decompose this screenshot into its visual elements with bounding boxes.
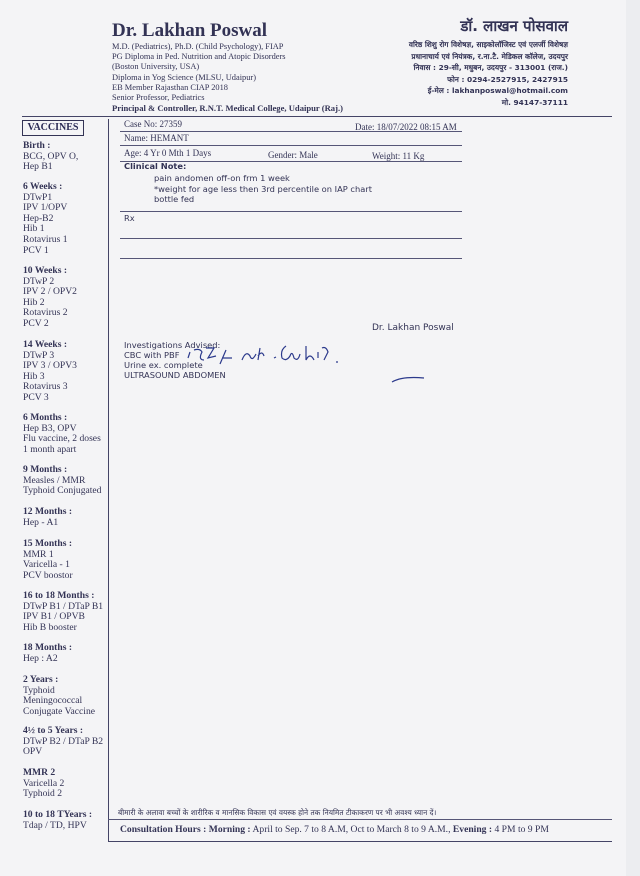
hindi-line: वरिष्ठ शिशु रोग विशेषज्ञ, साइकोलॉजिस्ट एवं एलर्जी विशेषज्ञ [408, 40, 568, 49]
rx-label: Rx [124, 213, 135, 223]
vaccine-item: MMR 1 [23, 548, 54, 560]
evening-hours: 4 PM to 9 PM [494, 824, 549, 835]
hindi-line: निवास : 29-सी, मधुबन, उदयपुर - 313001 (राज.) [413, 63, 568, 72]
footer-rule [108, 819, 612, 820]
case-number: Case No: 27359 [124, 119, 182, 129]
patient-age: Age: 4 Yr 0 Mth 1 Days [124, 148, 212, 158]
vaccine-group-heading: 12 Months : [23, 506, 73, 517]
clinical-note-title: Clinical Note: [124, 161, 187, 171]
patient-gender: Gender: Male [268, 150, 318, 160]
qualification-line: PG Diploma in Ped. Nutrition and Atopic Disorders [112, 52, 286, 62]
vaccine-group-heading: Birth : [23, 140, 51, 151]
vaccine-group-heading: 15 Months : [23, 538, 73, 549]
vaccine-item: DTwP B1 / DTaP B1 [23, 600, 104, 612]
doctor-signature: Dr. Lakhan Poswal [372, 323, 454, 333]
vaccine-item: Typhoid [23, 684, 55, 696]
vaccine-group-heading: 6 Months : [23, 412, 68, 423]
vaccine-group-heading: MMR 2 [23, 767, 56, 778]
vaccine-item: PCV 3 [23, 391, 49, 403]
visit-date: Date: 18/07/2022 08:15 AM [355, 122, 457, 132]
vaccine-item: Measles / MMR [23, 474, 86, 486]
vaccine-group [23, 465, 101, 497]
section-rule [120, 258, 462, 259]
vaccine-item: Rotavirus 1 [23, 233, 68, 245]
vaccine-group-heading: 2 Years : [23, 674, 59, 685]
section-rule [120, 211, 462, 212]
hindi-doctor-name: डॉ. लाखन पोसवाल [460, 17, 568, 35]
vaccine-item: DTwP B2 / DTaP B2 [23, 735, 104, 747]
hindi-mobile: मो. 94147-37111 [501, 97, 568, 107]
vaccine-group [23, 413, 101, 455]
vaccine-item: PCV 2 [23, 317, 49, 329]
vaccine-group [23, 507, 72, 528]
clinical-note-line: *weight for age less then 3rd percentile on IAP chart [154, 184, 372, 194]
vaccine-group [23, 591, 103, 633]
vaccine-item: IPV 1/OPV [23, 202, 68, 214]
vaccine-group [23, 768, 64, 800]
vaccine-item: BCG, OPV O, [23, 150, 79, 162]
vaccine-item: Typhoid Conjugated [23, 485, 102, 497]
doctor-qualifications [112, 42, 343, 113]
header-divider [22, 116, 612, 117]
vaccine-group [23, 266, 77, 330]
vaccine-item: Hep : A2 [23, 652, 58, 664]
vaccine-group [23, 726, 103, 758]
consultation-hours [120, 824, 549, 835]
vaccine-item: IPV 2 / OPV2 [23, 286, 77, 298]
vaccine-group-heading: 9 Months : [23, 464, 68, 475]
vaccine-group [23, 675, 95, 717]
qualification-line: (Boston University, USA) [112, 62, 200, 72]
vaccine-group [23, 539, 73, 581]
morning-label: Morning : [208, 824, 251, 835]
vaccine-item: 1 month apart [23, 443, 77, 455]
qualification-line: Diploma in Yog Science (MLSU, Udaipur) [112, 72, 256, 82]
section-rule [120, 238, 462, 239]
vaccine-group-heading: 16 to 18 Months : [23, 590, 95, 601]
vaccine-item: IPV 3 / OPV3 [23, 360, 77, 372]
vaccine-item: Rotavirus 3 [23, 381, 68, 393]
patient-weight: Weight: 11 Kg [372, 151, 425, 161]
vaccine-item: Hib 3 [23, 370, 45, 382]
evening-label: Evening : [452, 824, 493, 835]
patient-name: Name: HEMANT [124, 133, 189, 143]
vaccine-item: Hib 1 [23, 223, 45, 235]
vaccine-item: DTwP 2 [23, 275, 55, 287]
vaccine-group-heading: 10 to 18 TYears : [23, 809, 93, 820]
qualification-line: M.D. (Pediatrics), Ph.D. (Child Psychology), FIAP [112, 42, 284, 51]
vaccine-group-heading: 14 Weeks : [23, 339, 68, 350]
consultation-label: Consultation Hours : [120, 824, 207, 835]
investigation-item: Urine ex. complete [124, 360, 203, 370]
vaccine-item: Hep B1 [23, 161, 53, 173]
vaccine-item: Rotavirus 2 [23, 307, 68, 319]
footer-bottom-rule [108, 841, 612, 842]
vaccine-group [23, 643, 72, 664]
vaccine-group-heading: 18 Months : [23, 642, 73, 653]
clinical-note-line: pain andomen off-on frm 1 week [154, 173, 290, 183]
vaccine-item: Hib 2 [23, 296, 45, 308]
qualification-line: EB Member Rajasthan CIAP 2018 [112, 82, 228, 92]
hindi-email: ई-मेल : lakhanposwal@hotmail.com [427, 86, 568, 95]
vaccine-item: Meningococcal [23, 695, 83, 707]
footer-hindi-note: बीमारी के अलावा बच्चों के शारीरिक व मानसिक विकास एवं वयस्क होने तक नियमित टीकाकरण पर भी अवश्य ध्यान दें। [118, 808, 437, 817]
investigations-title: Investigations Advised: [124, 340, 221, 350]
morning-hours: April to Sep. 7 to 8 A.M, Oct to March 8 to 9 A.M., [252, 824, 451, 835]
investigation-item: ULTRASOUND ABDOMEN [124, 370, 226, 380]
vaccine-item: Hep-B2 [23, 212, 54, 224]
doctor-name: Dr. Lakhan Poswal [112, 20, 268, 41]
vaccine-group-heading: 10 Weeks : [23, 265, 68, 276]
field-rule [120, 131, 462, 132]
vaccine-group [23, 810, 92, 831]
vaccine-item: Hep B3, OPV [23, 422, 77, 434]
vaccine-item: IPV B1 / OPVB [23, 611, 85, 623]
vaccine-item: Hep - A1 [23, 516, 59, 528]
vaccine-item: DTwP1 [23, 191, 53, 203]
vaccine-item: Conjugate Vaccine [23, 705, 96, 717]
vaccine-item: Typhoid 2 [23, 788, 63, 800]
clinical-note-line: bottle fed [154, 194, 195, 204]
vaccine-item: Hib B booster [23, 621, 77, 633]
investigation-item: CBC with PBF [124, 350, 180, 360]
vaccine-group-heading: 4½ to 5 Years : [23, 725, 84, 736]
vaccine-item: Varicella - 1 [23, 559, 70, 571]
vaccine-item: DTwP 3 [23, 349, 55, 361]
vaccine-item: PCV boostor [23, 569, 73, 581]
vaccines-title: VACCINES [22, 120, 84, 136]
hindi-line: फोन : 0294-2527915, 2427915 [447, 74, 568, 84]
hindi-header [409, 16, 568, 108]
vaccine-group [23, 141, 78, 173]
vaccine-item: OPV [23, 746, 43, 758]
handwritten-annotation [182, 338, 432, 388]
vaccine-item: PCV 1 [23, 244, 49, 256]
vaccine-item: Varicella 2 [23, 777, 65, 789]
hindi-line: प्रधानाचार्य एवं नियंत्रक, र.ना.टै. मेडिकल कॉलेज, उदयपुर [411, 51, 568, 61]
vaccine-item: Flu vaccine, 2 doses [23, 433, 101, 445]
vaccine-item: Tdap / TD, HPV [23, 819, 87, 831]
vaccine-group [23, 340, 77, 404]
qualification-line: Senior Professor, Pediatrics [112, 93, 205, 103]
doctor-position: Principal & Controller, R.N.T. Medical College, Udaipur (Raj.) [112, 103, 343, 114]
vaccine-group-heading: 6 Weeks : [23, 181, 63, 192]
vaccine-group [23, 182, 68, 256]
field-rule [120, 145, 462, 146]
